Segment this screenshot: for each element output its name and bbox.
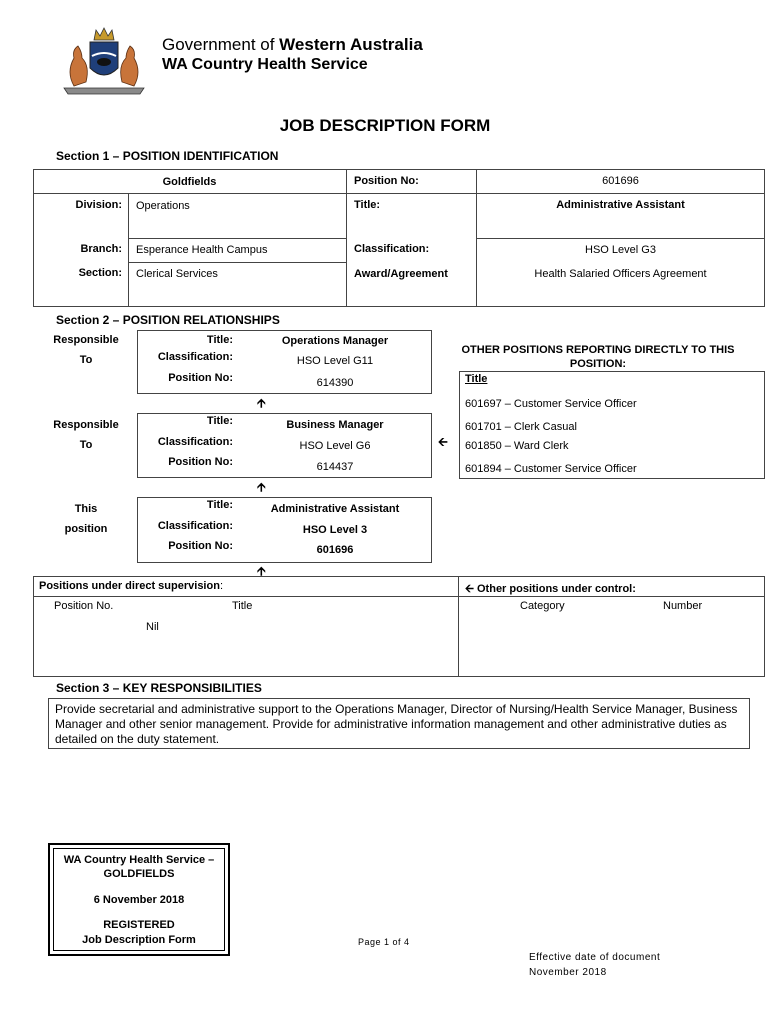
supervision-value: Nil (146, 621, 159, 633)
position-no-value: 601696 (602, 175, 639, 187)
supervision-heading: Positions under direct supervision: (39, 580, 223, 592)
list-item: 601697 – Customer Service Officer (465, 398, 637, 410)
divider (33, 193, 765, 194)
box3-classification: HSO Level 3 (302, 524, 368, 536)
branch-label: Branch: (80, 243, 122, 255)
arrow-up-icon: 🡩 (257, 564, 266, 578)
box2-side-label: Responsible To (53, 419, 119, 451)
box1-title-label: Title: (206, 334, 233, 346)
box3-title-label: Title: (206, 499, 233, 511)
divider (128, 193, 129, 307)
divider (33, 596, 765, 597)
box1-position-label: Position No: (168, 372, 233, 384)
section-label: Section: (78, 267, 122, 279)
stamp-date: 6 November 2018 (93, 894, 185, 906)
control-heading: 🡨 Other positions under control: (465, 583, 636, 595)
title-value: Administrative Assistant (556, 199, 685, 211)
stamp-line2: GOLDFIELDS (103, 868, 175, 880)
title-label: Title: (354, 199, 381, 211)
list-item: 601850 – Ward Clerk (465, 440, 569, 452)
control-col-number: Number (663, 600, 703, 612)
box3-position-label: Position No: (168, 540, 233, 552)
service-title: WA Country Health Service (162, 56, 368, 73)
box1-classification: HSO Level G11 (296, 355, 374, 367)
divider (128, 238, 346, 239)
box2-position-label: Position No: (168, 456, 233, 468)
other-positions-heading: OTHER POSITIONS REPORTING DIRECTLY TO THIS POSITION: (461, 344, 735, 370)
branch-value: Esperance Health Campus (136, 244, 268, 256)
region-label: Goldfields (162, 176, 217, 188)
award-value: Health Salaried Officers Agreement (534, 268, 707, 280)
effective-date-label: Effective date of document (529, 952, 661, 963)
section3-heading: Section 3 – KEY RESPONSIBILITIES (56, 681, 262, 695)
arrow-up-icon: 🡩 (257, 396, 266, 410)
list-item: 601894 – Customer Service Officer (465, 463, 637, 475)
box2-position-no: 614437 (316, 461, 354, 473)
key-responsibilities-text: Provide secretarial and administrative support to the Operations Manager, Director of Nursing/Health Service Manager, Business Manager and other senior management. Provide for administrative information management and other administrative duties as detailed on the duty statement. (55, 702, 738, 746)
arrow-up-icon: 🡩 (257, 480, 266, 494)
box3-position-no: 601696 (316, 544, 354, 556)
classification-label: Classification: (354, 243, 430, 255)
box1-classification-label: Classification: (157, 351, 233, 363)
box3-title: Administrative Assistant (270, 503, 400, 515)
list-item: 601701 – Clerk Casual (465, 421, 577, 433)
division-label: Division: (75, 199, 122, 211)
supervision-col-title: Title (232, 600, 253, 612)
divider (458, 576, 459, 677)
box2-classification: HSO Level G6 (299, 440, 371, 452)
box3-side-label: This position (64, 503, 108, 535)
section-value: Clerical Services (136, 268, 218, 280)
control-col-category: Category (520, 600, 565, 612)
effective-date-value: November 2018 (529, 967, 607, 978)
crest-logo (56, 22, 152, 96)
divider (476, 238, 765, 239)
section2-heading: Section 2 – POSITION RELATIONSHIPS (56, 313, 280, 327)
section1-heading: Section 1 – POSITION IDENTIFICATION (56, 149, 279, 163)
arrow-left-icon: 🡨 (438, 435, 448, 449)
box2-title: Business Manager (286, 419, 384, 431)
form-title: JOB DESCRIPTION FORM (279, 116, 491, 135)
page-number: Page 1 of 4 (358, 937, 410, 947)
classification-value: HSO Level G3 (585, 244, 656, 256)
position-no-label: Position No: (354, 175, 419, 187)
stamp-line1: WA Country Health Service – (63, 854, 215, 866)
box1-title: Operations Manager (281, 335, 389, 347)
other-positions-title-col: Title (465, 373, 488, 385)
division-value: Operations (136, 200, 190, 212)
box3-classification-label: Classification: (157, 520, 233, 532)
box2-classification-label: Classification: (157, 436, 233, 448)
box2-title-label: Title: (206, 415, 233, 427)
divider (346, 169, 347, 307)
stamp-form: Job Description Form (82, 934, 196, 946)
government-title: Government of Western Australia (162, 35, 423, 54)
divider (128, 262, 346, 263)
award-label: Award/Agreement (354, 268, 448, 280)
box1-side-label: Responsible To (53, 334, 119, 366)
stamp-registered: REGISTERED (103, 919, 175, 931)
supervision-col-position: Position No. (54, 600, 114, 612)
box1-position-no: 614390 (316, 377, 354, 389)
